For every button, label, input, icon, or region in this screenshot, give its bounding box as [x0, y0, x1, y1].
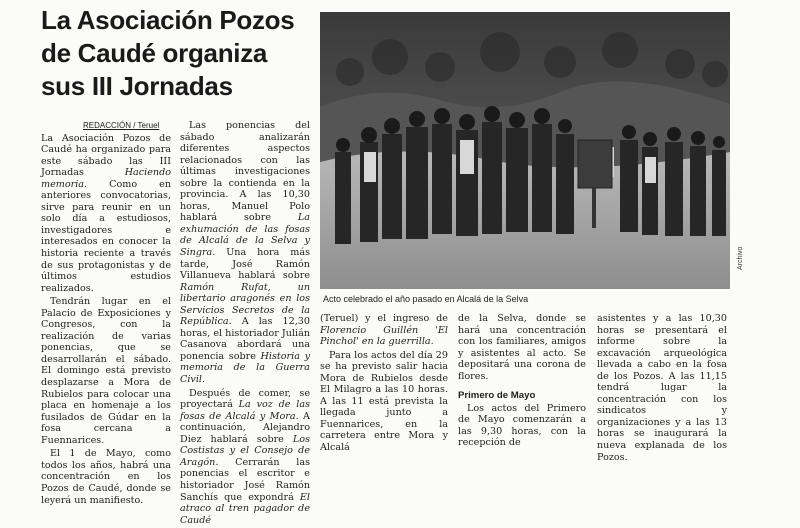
headline-line-2: de Caudé organiza — [41, 38, 268, 68]
paragraph: (Teruel) y el ingreso de Florencio Guillén 'El Pinchol' en la guerrilla. — [320, 313, 448, 348]
paragraph: de la Selva, donde se hará una concentración con los familiares, amigos y asistentes al acto. Se depositará una corona de flores. — [458, 313, 586, 382]
paragraph: Las ponencias del sábado analizarán diferentes aspectos relacionados con las últimas investigaciones sobre la contienda en la provincia. A las 10,30 horas, Manuel Polo hablará sobre La exhumación de las fosas de Alcalá de la Selva y Singra. Una hora más tarde, José Ramón Villanueva hablará sobre Ramón Rufat, un libertario aragonés en los Servicios Secretos de la República. A las 12,30 horas, el historiador Julián Casanova abordará una ponencia sobre Historia y memoria de la Guerra Civil. — [180, 120, 310, 386]
section-subhead: Primero de Mayo — [458, 390, 536, 402]
article-column-2 — [180, 120, 310, 528]
article-column-3 — [320, 313, 448, 456]
article-column-1 — [41, 120, 171, 508]
paragraph: El 1 de Mayo, como todos los años, habrá una concentración en los Pozos de Caudé, donde se leyerá un manifiesto. — [41, 448, 171, 506]
headline — [41, 4, 316, 103]
article-column-5 — [597, 313, 727, 465]
paragraph: Los actos del Primero de Mayo comenzarán a las 9,30 horas, con la recepción de — [458, 402, 586, 449]
event-photo — [320, 12, 730, 289]
photo-credit: Archivo — [737, 246, 744, 270]
article-column-4 — [458, 313, 586, 451]
paragraph: Después de comer, se proyectará La voz de las fosas de Alcalá y Mora. A continuación, Alejandro Diez hablará sobre Los Costistas y el Consejo de Aragón. Cerrarán las ponencias el escritor e historiador José Ramón Sanchís que expondrá El atraco al tren pagador de Caudé — [180, 387, 310, 526]
byline: REDACCIÓN / Teruel — [83, 121, 160, 130]
headline-line-3: sus III Jornadas — [41, 71, 233, 101]
paragraph: Tendrán lugar en el Palacio de Exposiciones y Congresos, con la realización de varias ponencias, que se desarrollarán el sábado. El domingo está previsto desplazarse a Mora de Rubielos para colocar una placa en homenaje a los fusilados de Gúdar en la fosa cercana a Fuennarices. — [41, 296, 171, 446]
headline-line-1: La Asociación Pozos — [41, 5, 295, 35]
paragraph: asistentes y a las 10,30 horas se presentará el informe sobre la excavación arqueológica llevada a cabo en la fosa de los Pozos. A las 11,15 tendrá lugar la concentración con los sindicatos y organizaciones y a las 13 horas se inaugurará la nueva explanada de los Pozos. — [597, 313, 727, 463]
paragraph: Para los actos del día 29 se ha previsto salir hacia Mora de Rubielos desde El Milagro a las 10 horas. A las 11 está prevista la llegada junto a Fuennarices, en la carretera entre Mora y Alcalá — [320, 349, 448, 454]
paragraph: La Asociación Pozos de Caudé ha organizado para este sábado las III Jornadas Haciendo memoria. Como en anteriores convocatorias, sirve para reunir en un solo día a estudiosos, investigadores e interesados en conocer la historia reciente a través de sus protagonistas y de últimos estudios realizados. — [41, 132, 171, 294]
photo-caption: Acto celebrado el año pasado en Alcalá de la Selva — [323, 294, 529, 304]
